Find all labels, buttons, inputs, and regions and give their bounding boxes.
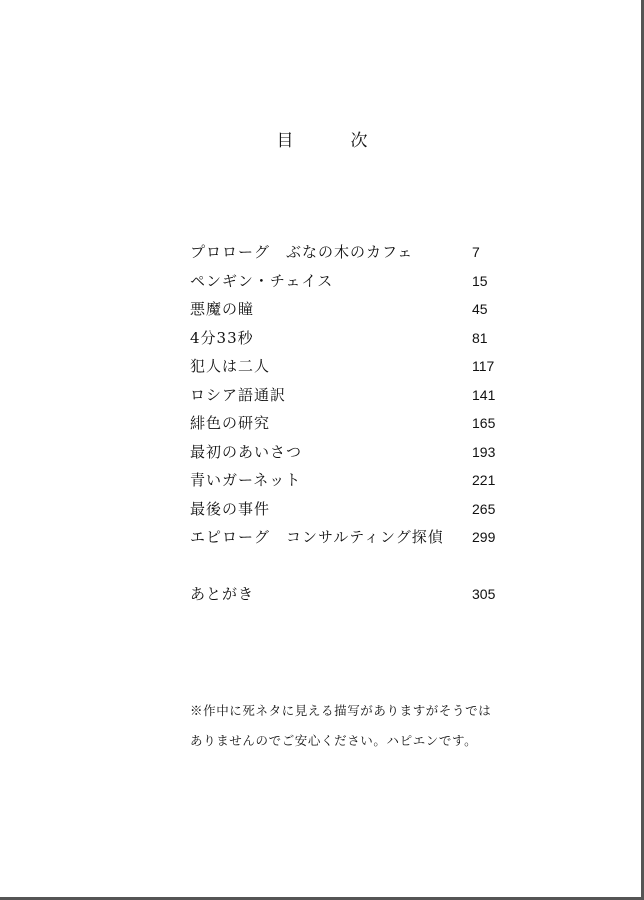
- toc-entry-title: 悪魔の瞳: [190, 300, 255, 318]
- toc-entry-page: 117: [472, 358, 495, 374]
- toc-entry-page: 141: [472, 386, 496, 403]
- toc-entry-page: 221: [472, 472, 496, 488]
- toc-entry-title: ロシア語通訳: [190, 385, 287, 404]
- toc-entry: [190, 411, 510, 440]
- toc-entry-title: 青いガーネット: [190, 471, 302, 489]
- toc-entry-page: 15: [472, 272, 488, 289]
- toc-entry-title: あとがき: [190, 585, 255, 603]
- toc-entry-page: 305: [472, 586, 496, 602]
- toc-entry-page: 299: [472, 529, 496, 545]
- toc-entry-title: 4分33秒: [190, 328, 254, 347]
- toc-entry: [190, 354, 510, 383]
- table-of-contents: [190, 240, 510, 554]
- toc-entry: [190, 297, 510, 326]
- author-note-line: ありませんのでご安心ください。ハピエンです。: [190, 733, 478, 748]
- toc-entry-page: 165: [472, 415, 496, 431]
- toc-entry-title: 犯人は二人: [190, 357, 271, 375]
- author-note-line: ※作中に死ネタに見える描写がありますがそうでは: [190, 703, 492, 718]
- toc-entry: [190, 468, 510, 497]
- toc-entry: [190, 440, 510, 469]
- toc-entry: [190, 326, 510, 355]
- page-title: 目 次: [276, 131, 388, 151]
- toc-entry-page: 81: [472, 329, 488, 346]
- toc-entry-title: 緋色の研究: [190, 414, 271, 432]
- toc-entry: [190, 269, 510, 298]
- toc-entry: [190, 383, 510, 412]
- toc-entry-page: 265: [472, 500, 496, 517]
- toc-entry: [190, 525, 510, 554]
- toc-entry-title: プロローグ ぶなの木のカフェ: [190, 243, 414, 261]
- toc-entry-page: 193: [472, 443, 496, 460]
- toc-entry-afterword: [190, 582, 510, 610]
- toc-entry: [190, 497, 510, 526]
- toc-entry-page: 7: [472, 244, 480, 260]
- toc-entry-title: ペンギン・チェイス: [190, 271, 334, 290]
- toc-entry-page: 45: [472, 301, 488, 317]
- author-note: [190, 696, 520, 756]
- toc-entry-title: エピローグ コンサルティング探偵: [190, 528, 444, 546]
- toc-entry-title: 最後の事件: [190, 499, 271, 518]
- toc-entry-title: 最初のあいさつ: [190, 442, 303, 461]
- toc-entry: [190, 240, 510, 269]
